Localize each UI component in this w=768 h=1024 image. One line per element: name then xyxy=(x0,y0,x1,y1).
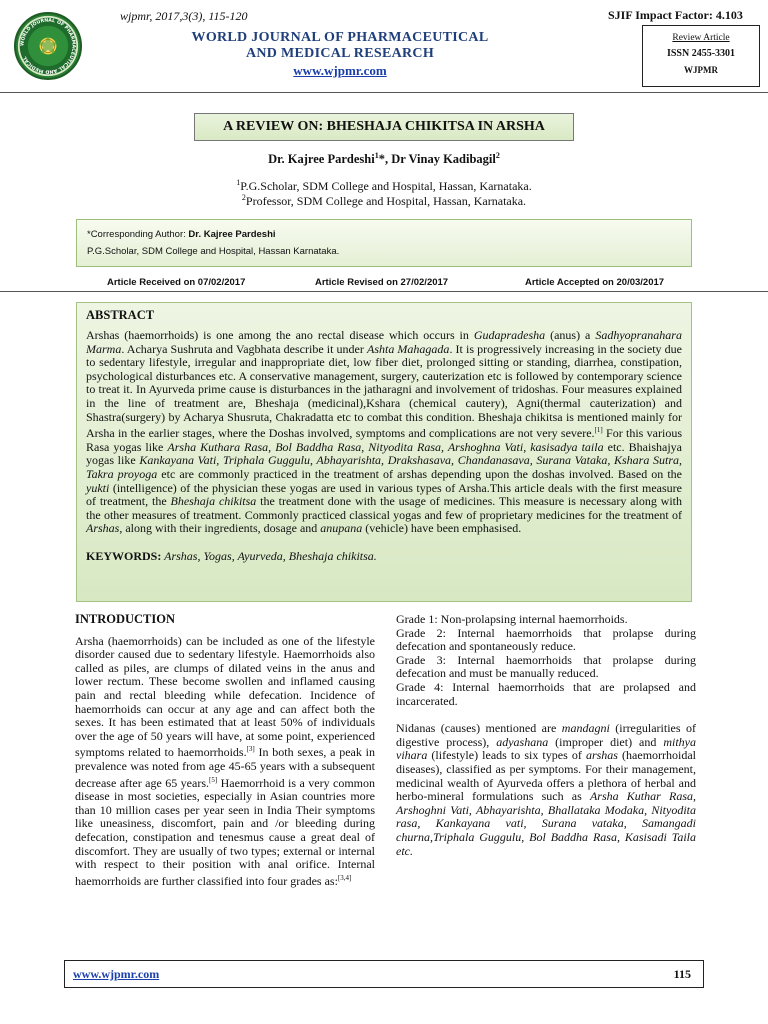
grade-2: Grade 2: Internal haemorrhoids that prolapse during defecation and spontaneously reduce. xyxy=(396,625,696,654)
issn-box xyxy=(642,25,760,87)
journal-short-name: WJPMR xyxy=(684,65,718,75)
keywords-list: Arshas, Yogas, Ayurveda, Bheshaja chikitsa. xyxy=(161,548,377,563)
author-1-affiliation-mark: 1 xyxy=(374,151,379,160)
affiliation-1-mark: 1 xyxy=(236,178,241,187)
article-type: Review Article xyxy=(672,33,730,43)
journal-logo xyxy=(14,12,82,80)
corresponding-author-detail: P.G.Scholar, SDM College and Hospital, Hassan Karnataka. xyxy=(87,246,340,257)
corresponding-author-line xyxy=(87,226,681,243)
dates-divider xyxy=(0,291,768,292)
abstract-box xyxy=(76,302,692,602)
affiliation-1 xyxy=(0,178,768,194)
logo-seal-icon xyxy=(16,14,80,78)
journal-title xyxy=(150,30,530,62)
page-number: 115 xyxy=(673,967,691,981)
issn-number: ISSN 2455-3301 xyxy=(666,48,736,59)
corresponding-author-box xyxy=(76,219,692,267)
affiliation-2-mark: 2 xyxy=(241,193,246,202)
journal-title-line1: WORLD JOURNAL OF PHARMACEUTICAL xyxy=(191,30,489,45)
abstract-text: Arshas (haemorrhoids) is one among the ano rectal disease which occurs in Gudapradesha (anus) a Sadhyopranahara Marma. Acharya Sushruta and Vagbhata describe it under Ashta Mahagada. It is progressively increasing in the society due to sedentary lifestyle, irregular and inappropriate diet, low fiber diet, prolonged sitting or standing, diarrhea, constipation, psychological disturbances etc. A conservative management, surgery, cauterization etc is followed by contemporary science to treat it. In Ayurveda prime cause is disturbances in the jatharagni and involvement of tridoshas. Four measures explained in the line of treatment are, Bheshaja (medicinal),Kshara (chemical cautery), Agni(thermal cauterization) and Shastra(surgery) by Acharya Shusruta, Chakradatta etc to combat this condition. Bheshaja chikitsa is mentioned mainly for Arsha in the earlier stages, where the Doshas involved, symptoms and complications are not very severe.[1] For this various Rasa yogas like Arsha Kuthara Rasa, Bol Baddha Rasa, Nityodita Rasa, Arshoghna Vati, kasisadya taila etc. Bhaishajya yogas like Kankayana Vati, Triphala Guggulu, Abhayarishta, Drakshasava, Chandanasava, Surana Vataka, Kshara Sutra, Takra proyoga etc are commonly practiced in the treatment of arshas depending upon the doshas involved. Based on the yukti (intelligence) of the physician these yogas are used in various types of Arsha.This article deals with the first measure of treatment, the Bheshaja chikitsa the treatment done with the usage of medicines. This measure is necessary along with the other measures of treatment. Commonly practiced classical yogas and few of proprietary medicines for the treatment of Arshas, along with their ingredients, dosage and anupana (vehicle) have been emphasised. xyxy=(86,328,683,536)
corresponding-author-name: Dr. Kajree Pardeshi xyxy=(188,229,276,240)
author-1: Dr. Kajree Pardeshi xyxy=(268,152,375,167)
abstract-heading: ABSTRACT xyxy=(86,308,155,322)
nidanas-paragraph: Nidanas (causes) mentioned are mandagni (irregularities of digestive process), adyashana (improper diet) and mithya vihara (lifestyle) leads to six types of arshas (haemorrhoidal diseases), classified as per symptoms. For their management, medicinal wealth of Ayurveda offers a plethora of herbal and herbo-mineral formulations such as Arsha Kuthar Rasa, Arshoghni Vati, Abhayarishta, Bhallataka Modaka, Nityodita rasa, Kankayana vati, Surana vataka, Samangadi churna,Triphala Guggulu, Bol Baddha Rasa, Kasisadi Taila etc. xyxy=(396,721,697,858)
date-accepted: Article Accepted on 20/03/2017 xyxy=(525,277,665,288)
date-revised: Article Revised on 27/02/2017 xyxy=(315,277,449,288)
left-column xyxy=(75,613,375,888)
affiliation-1-text: P.G.Scholar, SDM College and Hospital, Hassan, Karnataka. xyxy=(240,179,532,193)
author-2: Dr Vinay Kadibagil xyxy=(391,152,496,167)
author-2-affiliation-mark: 2 xyxy=(495,151,500,160)
page-footer xyxy=(64,960,704,988)
introduction-paragraph: Arsha (haemorrhoids) can be included as one of the lifestyle disorder caused due to sedentary lifestyle. Haemorrhoids also called as piles, are clumps of dilated veins in the anus and lower rectum. These become swollen and inflamed causing pain and rectal bleeding while defecation. Incidence of haemorrhoids can occur at any age and can affect both the sexes. It has been estimated that at least 50% of individuals over the age of 50 years will have, at some point, experienced symptoms related to haemorrhoids.[3] In both sexes, a peak in prevalence was noted from age 45-65 years with a subsequent decrease after age 65 years.[5] Haemorrhoid is a very common disease in most societies, especially in Asian countries more than 10 million cases per year seen in India Their symptoms like uneasiness, discomfort, pain and /or bleeding during defecation, constipation and tenesmus cause a great deal of discomfort. They are usually of two types; external or internal with respect to their position with anal orifice. Internal haemorrhoids are further classified into four grades as:[3,4] xyxy=(75,633,376,888)
footer-url-link[interactable]: www.wjpmr.com xyxy=(73,967,160,981)
date-received: Article Received on 07/02/2017 xyxy=(107,277,246,288)
citation-line: wjpmr, 2017,3(3), 115-120 xyxy=(120,9,248,23)
paragraph-gap xyxy=(396,708,696,722)
article-title: A REVIEW ON: BHESHAJA CHIKITSA IN ARSHA xyxy=(194,113,574,141)
right-column xyxy=(396,613,696,858)
grade-4: Grade 4: Internal haemorrhoids that are prolapsed and incarcerated. xyxy=(396,679,696,708)
header-divider xyxy=(0,92,768,93)
author-separator: *, xyxy=(378,152,392,167)
affiliation-2-text: Professor, SDM College and Hospital, Hassan, Karnataka. xyxy=(245,194,527,208)
keywords-label: KEYWORDS: xyxy=(86,548,162,563)
grade-1: Grade 1: Non-prolapsing internal haemorrhoids. xyxy=(396,612,628,626)
corresponding-author-label: *Corresponding Author: xyxy=(87,229,189,240)
keywords-line xyxy=(86,549,682,564)
author-line xyxy=(0,151,768,167)
affiliation-2 xyxy=(0,193,768,209)
journal-title-line2: AND MEDICAL RESEARCH xyxy=(245,46,435,61)
impact-factor: SJIF Impact Factor: 4.103 xyxy=(608,8,743,22)
introduction-heading: INTRODUCTION xyxy=(75,612,176,626)
grade-3: Grade 3: Internal haemorrhoids that prolapse during defecation and must be manually reduced. xyxy=(396,652,696,681)
journal-url-link[interactable]: www.wjpmr.com xyxy=(293,63,387,78)
svg-text:WORLD JOURNAL OF PHARMACEUTICA: WORLD JOURNAL OF PHARMACEUTICAL AND MEDICAL xyxy=(20,18,76,74)
